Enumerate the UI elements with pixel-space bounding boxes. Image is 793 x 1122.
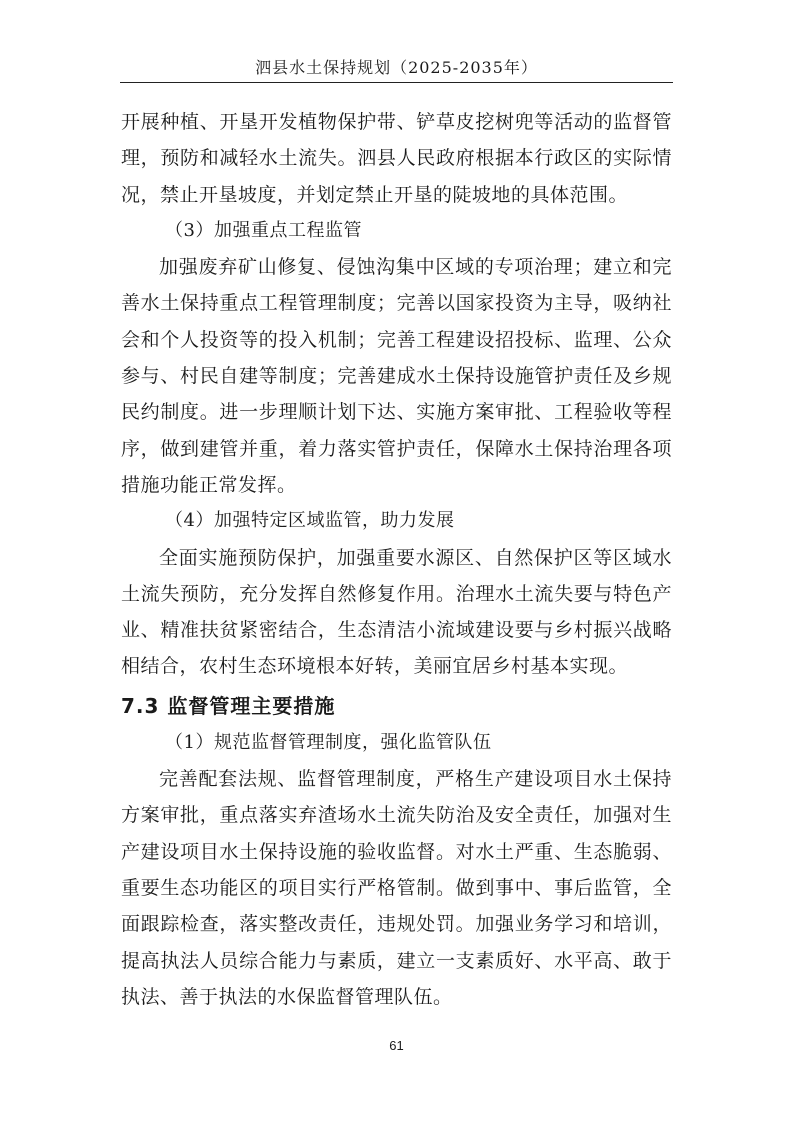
- section-title: 7.3 监督管理主要措施: [121, 693, 336, 718]
- page-number: 61: [389, 1038, 404, 1053]
- page-header: [120, 58, 673, 83]
- document-body: [121, 104, 672, 1015]
- subheading-3: （3）加强重点工程监管: [165, 219, 362, 241]
- subheading-1: （1）规范监督管理制度，强化监管队伍: [165, 731, 492, 753]
- header-title: 泗县水土保持规划（2025-2035年）: [255, 58, 538, 77]
- subheading-4: （4）加强特定区域监管，助力发展: [165, 510, 455, 532]
- paragraph-special-areas: 全面实施预防保护，加强重要水源区、自然保护区等区域水土流失预防，充分发挥自然修复作用。治理水土流失要与特色产业、精准扶贫紧密结合，生态清洁小流域建设要与乡村振兴战略相结合，农村生态环境根本好转，美丽宜居乡村基本实现。: [121, 546, 672, 678]
- paragraph-continued: 开展种植、开垦开发植物保护带、铲草皮挖树兜等活动的监督管理，预防和减轻水土流失。泗县人民政府根据本行政区的实际情况，禁止开垦坡度，并划定禁止开垦的陡坡地的具体范围。: [121, 111, 672, 206]
- paragraph-key-projects: 加强废弃矿山修复、侵蚀沟集中区域的专项治理；建立和完善水土保持重点工程管理制度；完善以国家投资为主导，吸纳社会和个人投资等的投入机制；完善工程建设招投标、监理、公众参与、村民自建等制度；完善建成水土保持设施管护责任及乡规民约制度。进一步理顺计划下达、实施方案审批、工程验收等程序，做到建管并重，着力落实管护责任，保障水土保持治理各项措施功能正常发挥。: [121, 256, 672, 496]
- paragraph-supervision: 完善配套法规、监督管理制度，严格生产建设项目水土保持方案审批，重点落实弃渣场水土流失防治及安全责任，加强对生产建设项目水土保持设施的验收监督。对水土严重、生态脆弱、重要生态功能区的项目实行严格管制。做到事中、事后监管，全面跟踪检查，落实整改责任，违规处罚。加强业务学习和培训，提高执法人员综合能力与素质，建立一支素质好、水平高、敢于执法、善于执法的水保监督管理队伍。: [121, 768, 672, 1008]
